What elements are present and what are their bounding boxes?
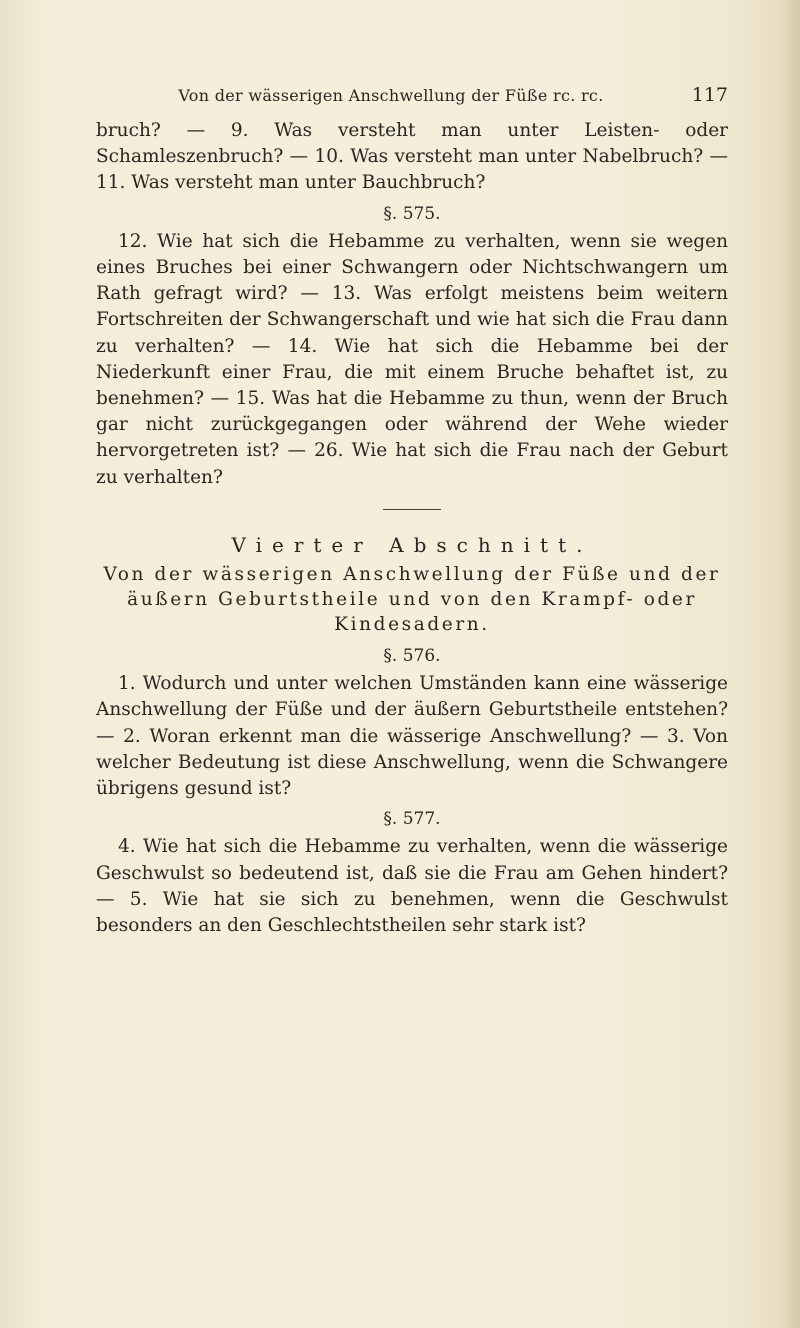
section-number-576: §. 576. (383, 646, 441, 667)
page-number: 117 (691, 84, 728, 106)
section-number-577: §. 577. (383, 809, 441, 830)
page-body (96, 118, 728, 939)
chapter-heading: Vierter Abschnitt. (231, 532, 593, 557)
paragraph-questions-12-26: 12. Wie hat sich die Hebamme zu verhalten, wenn sie wegen eines Bruches bei einer Schwangern oder Nichtschwangern um Rath gefragt wird? — 13. Was erfolgt meistens beim weitern Fortschreiten der Schwangerschaft und wie hat sich die Frau dann zu verhalten? — 14. Wie hat sich die Hebamme bei der Niederkunft einer Frau, die mit einem Bruche behaftet ist, zu benehmen? — 15. Was hat die Hebamme zu thun, wenn der Bruch gar nicht zurückgegangen oder während der Wehe wieder hervorgetreten ist? — 26. Wie hat sich die Frau nach der Geburt zu verhalten? (96, 230, 728, 488)
page-header (96, 86, 728, 116)
page-edge-shadow (778, 0, 800, 1328)
paragraph-questions-4-5: 4. Wie hat sich die Hebamme zu verhalten, wenn die wässerige Geschwulst so bedeutend ist, daß sie die Frau am Gehen hindert? — 5. Wie hat sie sich zu benehmen, wenn die Geschwulst besonders an den Geschlechtstheilen sehr stark ist? (96, 836, 728, 937)
paragraph-questions-1-3: 1. Wodurch und unter welchen Umständen kann eine wässerige Anschwellung der Füße und der äußern Geburtstheile entstehen? — 2. Woran erkennt man die wässerige Anschwellung? — 3. Von welcher Bedeutung ist diese Anschwellung, wenn die Schwangere übrigens gesund ist? (96, 673, 728, 800)
chapter-title: Von der wässerigen Anschwellung der Füße und der äußern Geburtstheile und von den Krampf- oder Kindesadern. (103, 564, 721, 636)
section-number-575: §. 575. (383, 203, 441, 224)
running-title: Von der wässerigen Anschwellung der Füße rc. rc. (178, 86, 604, 105)
separator-rule (383, 509, 441, 510)
paragraph-continued: bruch? — 9. Was versteht man unter Leisten- oder Schamleszenbruch? — 10. Was versteht man unter Nabelbruch? — 11. Was versteht man unter Bauchbruch? (96, 120, 728, 194)
